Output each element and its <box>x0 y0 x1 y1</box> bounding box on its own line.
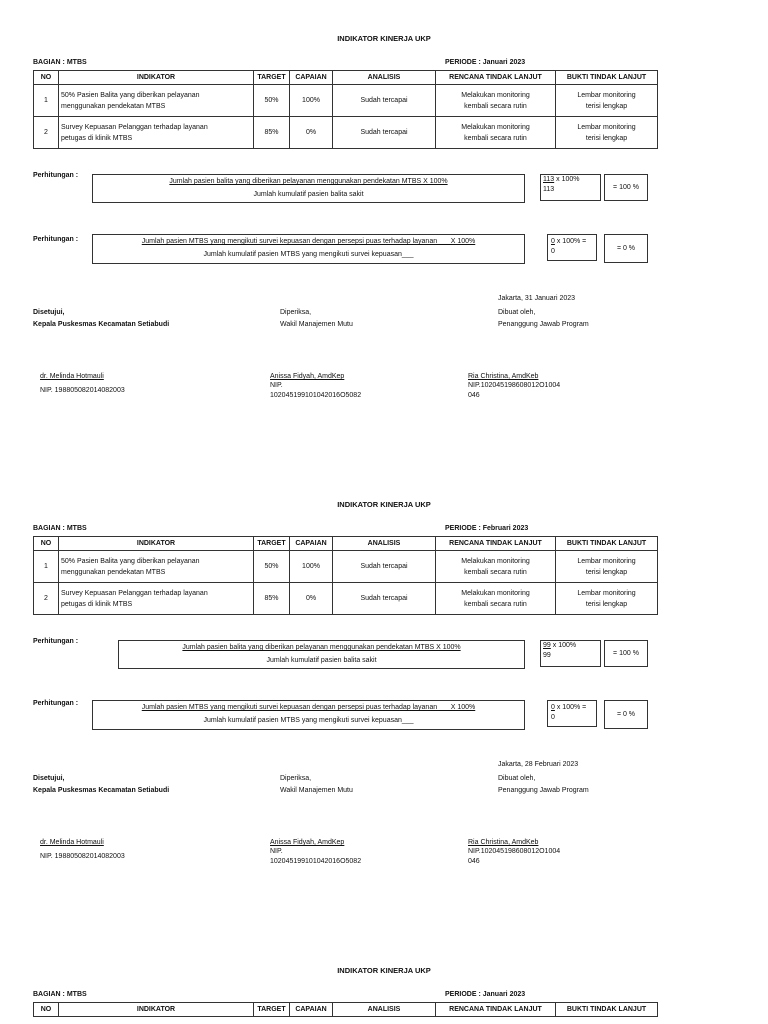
signer-3-name: Ria Christina, AmdKeb <box>468 373 539 380</box>
calc2-denominator: Jumlah kumulatif pasien MTBS yang mengikuti survei kepuasan___ <box>203 251 414 258</box>
header-capaian: CAPAIAN <box>290 1003 333 1017</box>
row-capaian: 0% <box>290 583 333 615</box>
diperiksa-title: Wakil Manajemen Mutu <box>280 787 353 794</box>
signer-1-nip: NIP. 198805082014082003 <box>40 853 125 860</box>
signature-date: Jakarta, 31 Januari 2023 <box>498 295 576 302</box>
header-target: TARGET <box>254 71 290 85</box>
row-rencana: Melakukan monitoring kembali secara rutin <box>436 117 556 149</box>
indicator-table <box>33 70 658 149</box>
calc2-fraction-numerator: 0 <box>551 238 555 245</box>
signer-1-name: dr. Melinda Hotmauli <box>40 839 104 846</box>
perhitungan-label: Perhitungan : <box>33 700 79 707</box>
disetujui-label: Disetujui, <box>33 775 65 782</box>
signer-3-nip-cont: 046 <box>468 392 480 399</box>
header-target: TARGET <box>254 537 290 551</box>
bagian-label: BAGIAN : MTBS <box>33 525 87 532</box>
row-no: 2 <box>34 117 59 149</box>
report-title: INDIKATOR KINERJA UKP <box>337 966 431 975</box>
calc2-times: x 100% = <box>556 238 587 245</box>
header-analisis: ANALISIS <box>333 1003 436 1017</box>
row-rencana: Melakukan monitoring kembali secara rutin <box>436 85 556 117</box>
row-bukti: Lembar monitoring terisi lengkap <box>556 85 658 117</box>
signer-1-name: dr. Melinda Hotmauli <box>40 373 104 380</box>
report-third <box>0 932 768 1024</box>
report-january <box>0 0 768 466</box>
row-bukti: Lembar monitoring terisi lengkap <box>556 583 658 615</box>
header-analisis: ANALISIS <box>333 71 436 85</box>
dibuat-label: Dibuat oleh, <box>498 775 536 782</box>
calc2-fraction-numerator: 0 <box>551 704 555 711</box>
header-no: NO <box>34 1003 59 1017</box>
perhitungan-label: Perhitungan : <box>33 236 79 243</box>
calc2-denominator: Jumlah kumulatif pasien MTBS yang mengikuti survei kepuasan___ <box>203 717 414 724</box>
calc1-denominator: Jumlah kumulatif pasien balita sakit <box>266 657 377 664</box>
table-header-row <box>34 1003 658 1017</box>
table-header-row <box>34 537 658 551</box>
calc1-denominator: Jumlah kumulatif pasien balita sakit <box>253 191 364 198</box>
signer-2-nip-label: NIP. <box>270 848 283 855</box>
periode-label: PERIODE : Februari 2023 <box>445 525 529 532</box>
periode-label: PERIODE : Januari 2023 <box>445 991 526 998</box>
row-bukti: Lembar monitoring terisi lengkap <box>556 551 658 583</box>
bagian-label: BAGIAN : MTBS <box>33 991 87 998</box>
dibuat-label: Dibuat oleh, <box>498 309 536 316</box>
header-indikator: INDIKATOR <box>59 537 254 551</box>
table-row <box>34 551 658 583</box>
row-no: 1 <box>34 551 59 583</box>
signer-3-nip: NIP.102045198608012O1004 <box>468 382 561 389</box>
disetujui-title: Kepala Puskesmas Kecamatan Setiabudi <box>33 321 170 328</box>
report-title: INDIKATOR KINERJA UKP <box>337 34 431 43</box>
row-analisis: Sudah tercapai <box>333 117 436 149</box>
calc2-formula-box <box>92 234 525 264</box>
calc2-formula-box <box>92 700 525 730</box>
table-header-row <box>34 71 658 85</box>
dibuat-title: Penanggung Jawab Program <box>498 321 589 328</box>
row-no: 2 <box>34 583 59 615</box>
row-no: 1 <box>34 85 59 117</box>
calc1-formula-box <box>92 174 525 203</box>
row-indikator: 50% Pasien Balita yang diberikan pelayanan menggunakan pendekatan MTBS <box>59 85 254 117</box>
calc1-numerator: Jumlah pasien balita yang diberikan pelayanan menggunakan pendekatan MTBS X 100% <box>182 644 461 651</box>
header-indikator: INDIKATOR <box>59 71 254 85</box>
header-no: NO <box>34 537 59 551</box>
diperiksa-label: Diperiksa, <box>280 309 312 316</box>
header-target: TARGET <box>254 1003 290 1017</box>
signer-2-name: Anissa Fidyah, AmdKep <box>270 839 345 846</box>
calc1-fraction-numerator: 99 <box>543 642 551 649</box>
row-indikator: Survey Kepuasan Pelanggan terhadap layanan petugas di klinik MTBS <box>59 583 254 615</box>
calc1-fraction-denominator: 113 <box>543 186 555 193</box>
indicator-table <box>33 536 658 615</box>
calc2-times: x 100% = <box>556 704 587 711</box>
row-bukti: Lembar monitoring terisi lengkap <box>556 117 658 149</box>
header-rencana: RENCANA TINDAK LANJUT <box>436 537 556 551</box>
calc2-numerator: Jumlah pasien MTBS yang mengikuti survei kepuasan dengan persepsi puas terhadap layanan ___X 100% <box>141 238 476 245</box>
calc2-result-box: = 0 % <box>604 700 648 729</box>
report-title: INDIKATOR KINERJA UKP <box>337 500 431 509</box>
header-analisis: ANALISIS <box>333 537 436 551</box>
row-target: 50% <box>254 85 290 117</box>
header-bukti: BUKTI TINDAK LANJUT <box>556 537 658 551</box>
header-rencana: RENCANA TINDAK LANJUT <box>436 71 556 85</box>
row-analisis: Sudah tercapai <box>333 551 436 583</box>
header-capaian: CAPAIAN <box>290 71 333 85</box>
calc1-fraction-box <box>540 640 601 667</box>
calc1-fraction-box <box>540 174 601 201</box>
row-rencana: Melakukan monitoring kembali secara rutin <box>436 551 556 583</box>
table-row <box>34 583 658 615</box>
header-bukti: BUKTI TINDAK LANJUT <box>556 1003 658 1017</box>
signer-2-nip-label: NIP. <box>270 382 283 389</box>
header-no: NO <box>34 71 59 85</box>
signer-3-name: Ria Christina, AmdKeb <box>468 839 539 846</box>
periode-label: PERIODE : Januari 2023 <box>445 59 526 66</box>
row-capaian: 100% <box>290 551 333 583</box>
header-rencana: RENCANA TINDAK LANJUT <box>436 1003 556 1017</box>
row-target: 85% <box>254 583 290 615</box>
calc2-result-box: = 0 % <box>604 234 648 263</box>
signer-3-nip: NIP.102045198608012O1004 <box>468 848 561 855</box>
row-analisis: Sudah tercapai <box>333 583 436 615</box>
row-rencana: Melakukan monitoring kembali secara rutin <box>436 583 556 615</box>
dibuat-title: Penanggung Jawab Program <box>498 787 589 794</box>
calc2-numerator: Jumlah pasien MTBS yang mengikuti survei kepuasan dengan persepsi puas terhadap layanan ___X 100% <box>141 704 476 711</box>
signer-2-nip: 102045199101042016O5082 <box>270 392 362 399</box>
calc1-times: x 100% <box>552 642 577 649</box>
row-target: 50% <box>254 551 290 583</box>
calc1-result-box: = 100 % <box>604 174 648 201</box>
header-bukti: BUKTI TINDAK LANJUT <box>556 71 658 85</box>
calc2-fraction-box <box>547 700 597 727</box>
perhitungan-label: Perhitungan : <box>33 172 79 179</box>
diperiksa-label: Diperiksa, <box>280 775 312 782</box>
bagian-label: BAGIAN : MTBS <box>33 59 87 66</box>
signer-2-nip: 102045199101042016O5082 <box>270 858 362 865</box>
perhitungan-label: Perhitungan : <box>33 638 79 645</box>
signer-1-nip: NIP. 198805082014082003 <box>40 387 125 394</box>
calc1-times: x 100% <box>556 176 580 183</box>
row-capaian: 0% <box>290 117 333 149</box>
report-february <box>0 466 768 932</box>
calc1-numerator: Jumlah pasien balita yang diberikan pelayanan menggunakan pendekatan MTBS X 100% <box>169 178 448 185</box>
calc1-fraction-denominator: 99 <box>543 652 551 659</box>
indicator-table <box>33 1002 658 1017</box>
calc1-result-box: = 100 % <box>604 640 648 667</box>
calc1-formula-box <box>118 640 525 669</box>
signer-3-nip-cont: 046 <box>468 858 480 865</box>
header-indikator: INDIKATOR <box>59 1003 254 1017</box>
calc1-fraction-numerator: 113 <box>543 176 555 183</box>
row-capaian: 100% <box>290 85 333 117</box>
diperiksa-title: Wakil Manajemen Mutu <box>280 321 353 328</box>
signer-2-name: Anissa Fidyah, AmdKep <box>270 373 345 380</box>
signature-date: Jakarta, 28 Februari 2023 <box>498 761 579 768</box>
row-analisis: Sudah tercapai <box>333 85 436 117</box>
calc2-fraction-box <box>547 234 597 261</box>
header-capaian: CAPAIAN <box>290 537 333 551</box>
disetujui-label: Disetujui, <box>33 309 65 316</box>
calc2-fraction-denominator: 0 <box>551 248 555 255</box>
disetujui-title: Kepala Puskesmas Kecamatan Setiabudi <box>33 787 170 794</box>
row-indikator: 50% Pasien Balita yang diberikan pelayanan menggunakan pendekatan MTBS <box>59 551 254 583</box>
row-target: 85% <box>254 117 290 149</box>
calc2-fraction-denominator: 0 <box>551 714 555 721</box>
row-indikator: Survey Kepuasan Pelanggan terhadap layanan petugas di klinik MTBS <box>59 117 254 149</box>
table-row <box>34 117 658 149</box>
table-row <box>34 85 658 117</box>
